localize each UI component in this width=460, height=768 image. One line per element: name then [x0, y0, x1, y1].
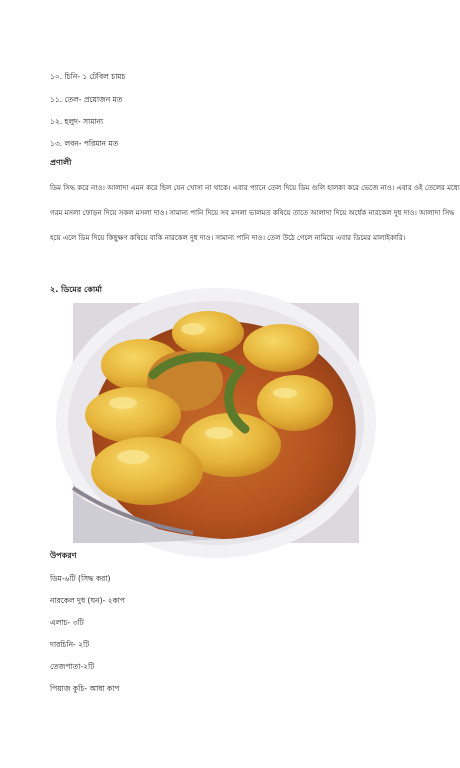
egg-curry-photo	[73, 303, 359, 543]
method-line: গরম মসলা ফোড়ন দিয়ে সকল মসলা দাও। সামান্য পানি দিয়ে সব মসলা ভালমত কষিয়ে তাতে আলাদা দিয়ে অর্ধেক নারকেল দুধ দাও। আলাদা সিদ্ধ	[50, 209, 455, 217]
ingredient-item: তেজপাতা-২টি	[50, 662, 95, 671]
ingredient-item-11: ১১. তেল- প্রয়োজন মত	[50, 95, 123, 104]
ingredient-item: পিয়াজ কুচি- আধা কাপ	[50, 684, 120, 693]
method-heading: প্রণালী	[50, 158, 72, 167]
ingredient-item-12: ১২. হলুদ- সামান্য	[50, 117, 104, 126]
ingredient-item: নারকেল দুধ (ঘন)- ২কাপ	[50, 596, 125, 605]
method-line: ডিম সিদ্ধ করে নাও। আলাদা এমন করে ছিল যেন খোসা না থাকে। এবার প্যানে তেল দিয়ে ডিম গুলি হালকা করে ভেজে নাও। এবার ওই তেলের মধ্যে	[50, 184, 460, 192]
method-line: হয়ে এলে ডিম দিয়ে কিছুক্ষণ কষিয়ে বাকি নারকেল দুধ দাও। সামান্য পানি দাও। তেল উঠে গেলে নামিয়ে এবার ডিমের মালাইকারি।	[50, 234, 406, 242]
section-title: ২. ডিমের কোর্মা	[50, 285, 102, 294]
egg-curry-illustration	[73, 303, 359, 543]
ingredient-item-13: ১৩. লবন- পরিমান মত	[50, 139, 119, 148]
ingredient-item: ডিম-৬টি (সিদ্ধ করা)	[50, 574, 111, 583]
ingredients-heading: উপকরণ	[50, 551, 77, 560]
ingredient-item-10: ১০. চিনি- ১ টেবিল চামচ	[50, 72, 126, 81]
ingredient-item: এলাচ- ৩টি	[50, 618, 84, 627]
ingredient-item: দারচিনি- ২টি	[50, 640, 90, 649]
method-paragraph	[50, 183, 460, 258]
